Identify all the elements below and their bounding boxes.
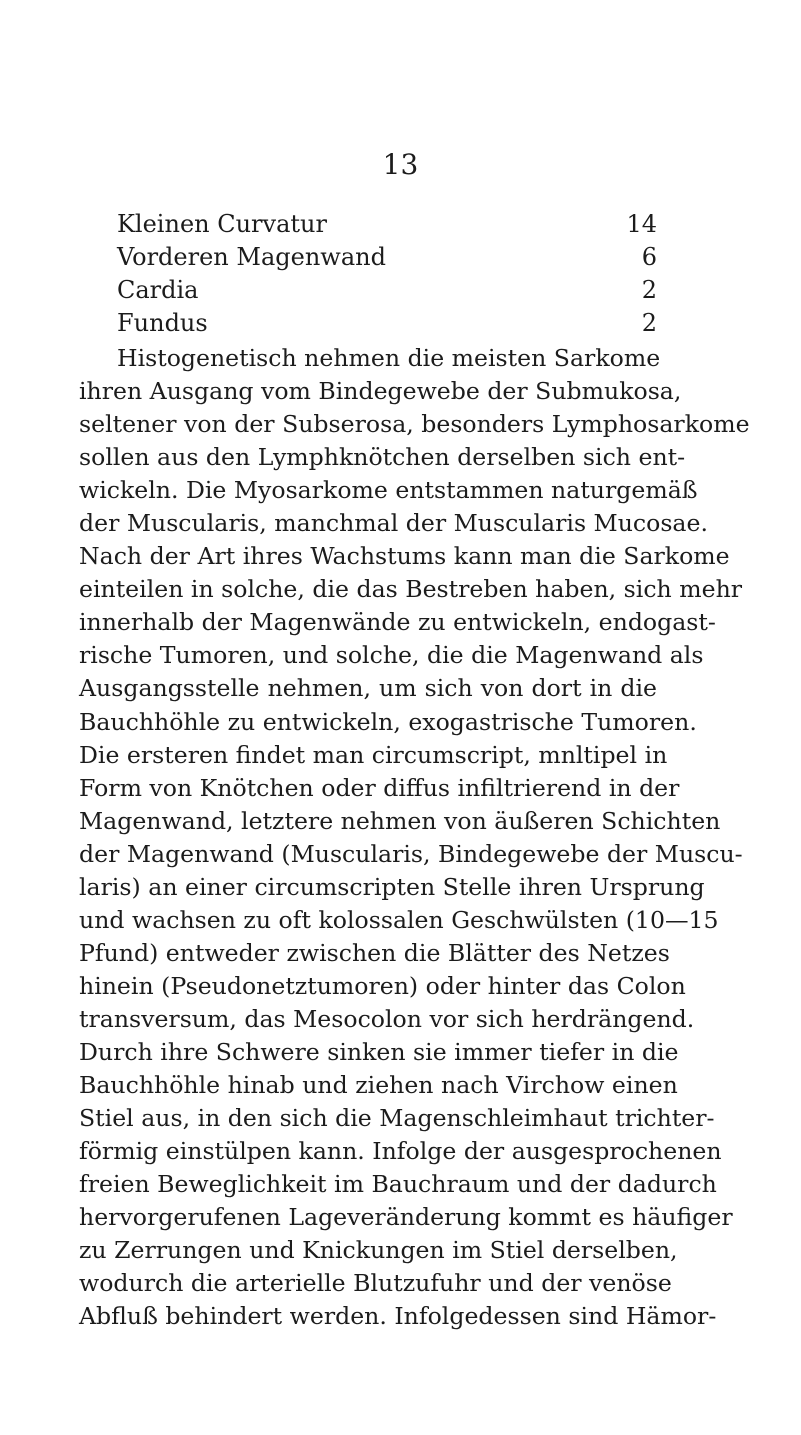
text-line: innerhalb der Magenwände zu entwickeln, endogast- — [79, 608, 716, 637]
text-line: förmig einstülpen kann. Infolge der ausgesprochenen — [79, 1137, 722, 1166]
location-statistics — [117, 208, 657, 340]
text-line: hinein (Pseudonetztumoren) oder hinter das Colon — [79, 971, 686, 1000]
text-line: der Magenwand (Muscularis, Bindegewebe der Muscu- — [79, 839, 743, 868]
text-line: ihren Ausgang vom Bindegewebe der Submukosa, — [79, 377, 682, 406]
text-line: hervorgerufenen Lageveränderung kommt es häufiger — [79, 1203, 733, 1232]
stat-label: Cardia — [117, 276, 199, 304]
text-line: Ausgangsstelle nehmen, um sich von dort in die — [79, 674, 657, 703]
text-line: Form von Knötchen oder diffus infiltrierend in der — [79, 773, 680, 802]
text-line: Bauchhöhle zu entwickeln, exogastrische Tumoren. — [79, 707, 697, 736]
text-line: einteilen in solche, die das Bestreben haben, sich mehr — [79, 575, 743, 604]
text-line: laris) an einer circumscripten Stelle ihren Ursprung — [79, 872, 705, 901]
stat-row — [117, 307, 657, 340]
stat-label: Kleinen Curvatur — [117, 210, 327, 238]
text-line: rische Tumoren, und solche, die die Magenwand als — [79, 641, 704, 670]
text-line: wodurch die arterielle Blutzufuhr und der venöse — [79, 1269, 672, 1298]
text-line: der Muscularis, manchmal der Muscularis Mucosae. — [79, 509, 708, 538]
text-line: wickeln. Die Myosarkome entstammen naturgemäß — [79, 476, 698, 505]
stat-row — [117, 208, 657, 241]
stat-row — [117, 274, 657, 307]
text-line: Histogenetisch nehmen die meisten Sarkome — [117, 344, 661, 372]
stat-value: 6 — [641, 243, 657, 271]
text-line: freien Beweglichkeit im Bauchraum und der dadurch — [79, 1170, 717, 1199]
stat-value: 2 — [641, 276, 657, 304]
text-line: Bauchhöhle hinab und ziehen nach Virchow einen — [79, 1071, 678, 1100]
text-line: Nach der Art ihres Wachstums kann man die Sarkome — [79, 542, 730, 571]
page-number: 13 — [382, 148, 419, 181]
text-line: seltener von der Subserosa, besonders Lymphosarkome — [79, 410, 750, 439]
text-line: und wachsen zu oft kolossalen Geschwülsten (10—15 — [79, 905, 719, 934]
text-line: sollen aus den Lymphknötchen derselben sich ent- — [79, 443, 686, 472]
stat-value: 2 — [641, 309, 657, 337]
text-line: zu Zerrungen und Knickungen im Stiel derselben, — [79, 1236, 678, 1265]
text-line: Pfund) entweder zwischen die Blätter des Netzes — [79, 938, 670, 967]
body-paragraph — [79, 342, 750, 1333]
text-line: Stiel aus, in den sich die Magenschleimhaut trichter- — [79, 1104, 715, 1133]
stat-label: Fundus — [117, 309, 208, 337]
text-line: Die ersteren findet man circumscript, mnltipel in — [79, 740, 668, 769]
stat-row — [117, 241, 657, 274]
text-line: Durch ihre Schwere sinken sie immer tiefer in die — [79, 1037, 679, 1066]
text-line: Magenwand, letztere nehmen von äußeren Schichten — [79, 806, 721, 835]
text-line: Abfluß behindert werden. Infolgedessen sind Hämor- — [79, 1302, 717, 1331]
stat-value: 14 — [626, 210, 657, 238]
text-line: transversum, das Mesocolon vor sich herdrängend. — [79, 1004, 695, 1033]
stat-label: Vorderen Magenwand — [117, 243, 386, 271]
